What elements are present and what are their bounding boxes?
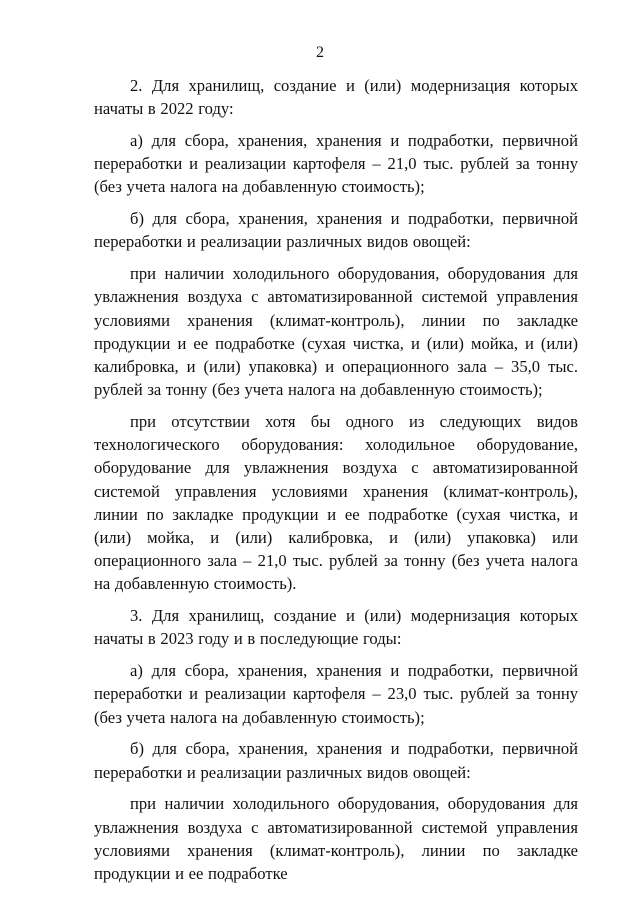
- paragraph-2b-vegetables: б) для сбора, хранения, хранения и подработки, первичной переработки и реализации различных видов овощей:: [94, 209, 578, 252]
- paragraph-section-2-intro: 2. Для хранилищ, создание и (или) модернизация которых начаты в 2022 году:: [94, 76, 578, 119]
- paragraph-2a-potatoes: а) для сбора, хранения, хранения и подработки, первичной переработки и реализации картофеля – 21,0 тыс. рублей за тонну (без учета налога на добавленную стоимость);: [94, 131, 578, 197]
- paragraph-3b-vegetables: б) для сбора, хранения, хранения и подработки, первичной переработки и реализации различных видов овощей:: [94, 739, 578, 782]
- page-number: 2: [316, 44, 324, 61]
- paragraph-section-3-intro: 3. Для хранилищ, создание и (или) модернизация которых начаты в 2023 году и в последующие годы:: [94, 606, 578, 649]
- paragraph-3a-potatoes: а) для сбора, хранения, хранения и подработки, первичной переработки и реализации картофеля – 23,0 тыс. рублей за тонну (без учета налога на добавленную стоимость);: [94, 661, 578, 727]
- paragraph-2b-without-equipment: при отсутствии хотя бы одного из следующих видов технологического оборудования: холодильное оборудование, оборудование для увлажнения воздуха с автоматизированной системой управления условиями хранения (климат-контроль), линии по закладке продукции и ее подработке (сухая чистка, и (или) мойка, и (или) калибровка, и (или) упаковка) или операционного зала – 21,0 тыс. рублей за тонну (без учета налога на добавленную стоимость).: [94, 412, 578, 594]
- document-body: [94, 74, 578, 885]
- paragraph-2b-with-equipment: при наличии холодильного оборудования, оборудования для увлажнения воздуха с автоматизированной системой управления условиями хранения (климат-контроль), линии по закладке продукции и ее подработке (сухая чистка, и (или) мойка, и (или) калибровка, и (или) упаковка) и операционного зала – 35,0 тыс. рублей за тонну (без учета налога на добавленную стоимость);: [94, 264, 578, 400]
- paragraph-3b-with-equipment: при наличии холодильного оборудования, оборудования для увлажнения воздуха с автоматизированной системой управления условиями хранения (климат-контроль), линии по закладке продукции и ее подработке: [94, 794, 578, 884]
